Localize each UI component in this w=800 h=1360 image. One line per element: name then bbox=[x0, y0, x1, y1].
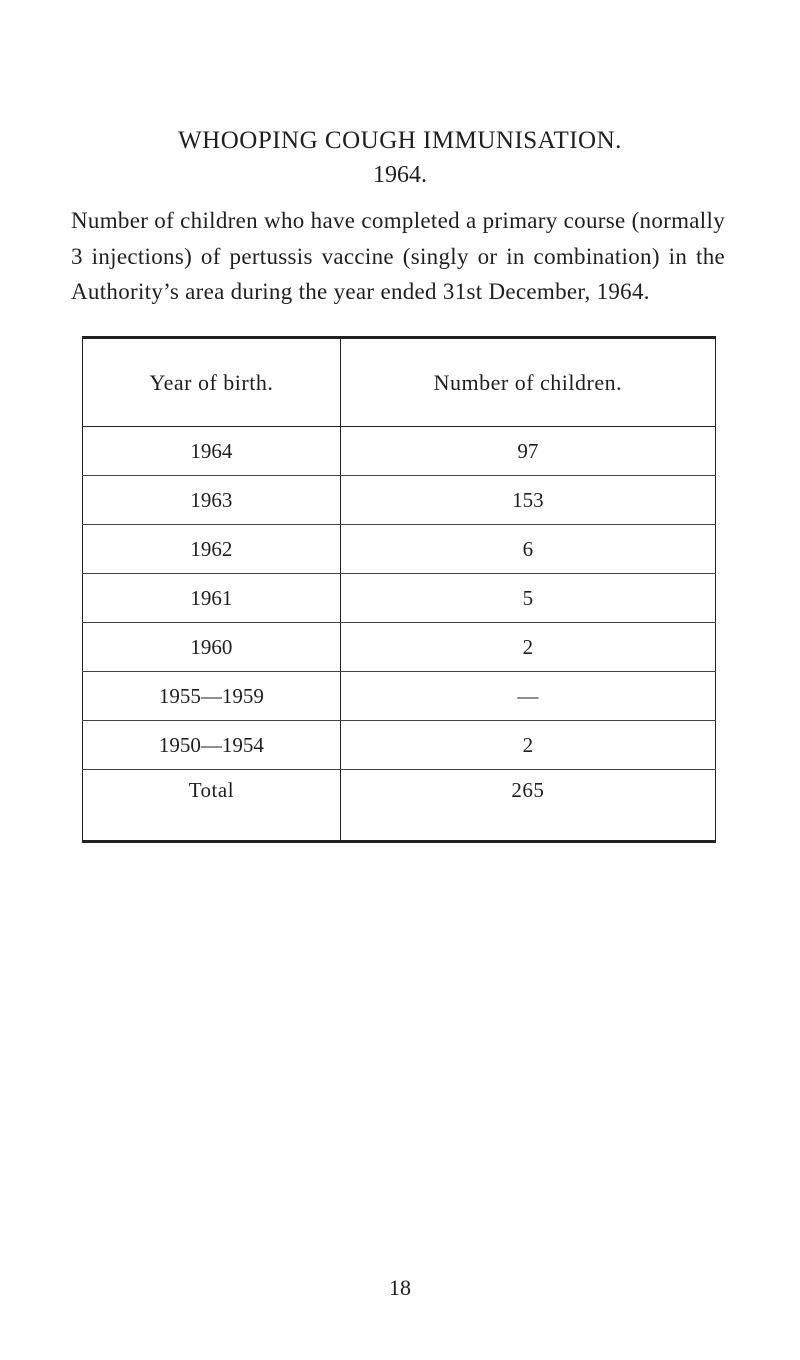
count-cell: — bbox=[340, 672, 715, 721]
total-row bbox=[83, 770, 716, 842]
year-cell: 1950—1954 bbox=[83, 721, 341, 770]
header-year-of-birth: Year of birth. bbox=[83, 338, 341, 427]
header-number-of-children: Number of children. bbox=[340, 338, 715, 427]
year-heading: 1964. bbox=[373, 162, 427, 188]
table-row bbox=[83, 525, 716, 574]
count-cell: 5 bbox=[340, 574, 715, 623]
table-row bbox=[83, 672, 716, 721]
page-number: 18 bbox=[389, 1275, 411, 1300]
table-row bbox=[83, 623, 716, 672]
count-cell: 2 bbox=[340, 623, 715, 672]
count-cell: 153 bbox=[340, 476, 715, 525]
count-cell: 6 bbox=[340, 525, 715, 574]
count-cell: 2 bbox=[340, 721, 715, 770]
total-label: Total bbox=[83, 770, 341, 842]
document-title: WHOOPING COUGH IMMUNISATION. bbox=[178, 127, 622, 154]
table-row bbox=[83, 427, 716, 476]
year-cell: 1955—1959 bbox=[83, 672, 341, 721]
year-cell: 1961 bbox=[83, 574, 341, 623]
year-cell: 1960 bbox=[83, 623, 341, 672]
table-row bbox=[83, 476, 716, 525]
year-cell: 1963 bbox=[83, 476, 341, 525]
total-count: 265 bbox=[340, 770, 715, 842]
count-cell: 97 bbox=[340, 427, 715, 476]
year-cell: 1964 bbox=[83, 427, 341, 476]
immunisation-table-container bbox=[82, 336, 716, 843]
table-row bbox=[83, 721, 716, 770]
year-cell: 1962 bbox=[83, 525, 341, 574]
immunisation-table bbox=[82, 336, 716, 843]
intro-paragraph: Number of children who have completed a primary course (normally 3 injections) of pertussis vaccine (singly or in combination) in the Authority’s area during the year ended 31st December, 1964. bbox=[71, 208, 725, 304]
table-row bbox=[83, 574, 716, 623]
table-header-row bbox=[83, 338, 716, 427]
